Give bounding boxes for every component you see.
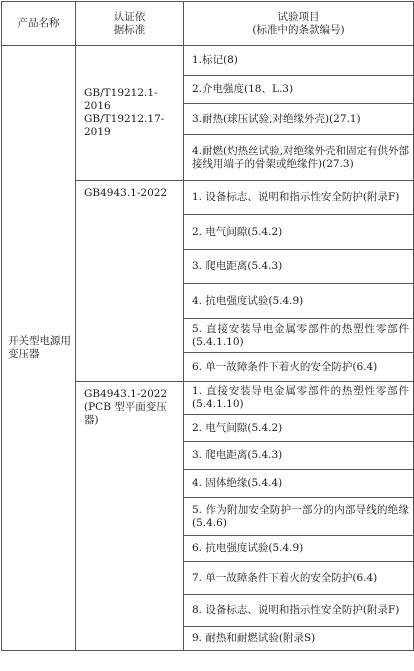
standard-line: GB/T19212.1-2016 xyxy=(84,87,158,112)
product-name-cell: 开关型电源用变压器 xyxy=(2,46,76,651)
header-standard-line2: 据标准 xyxy=(113,23,146,36)
test-item: 8. 设备标志、说明和指示性安全防护(附录F) xyxy=(184,595,414,627)
standard-line: GB4943.1-2022 xyxy=(84,187,168,199)
test-item: 1.标记(8) xyxy=(184,46,414,76)
test-item: 3. 爬电距离(5.4.3) xyxy=(184,250,414,284)
header-product-name: 产品名称 xyxy=(2,2,76,46)
table-header-row xyxy=(2,2,414,46)
test-item: 1. 直接安装导电金属零部件的热塑性零部件(5.4.1.10) xyxy=(184,382,414,415)
test-item: 1. 设备标志、说明和指示性安全防护(附录F) xyxy=(184,181,414,215)
test-item: 4. 固体绝缘(5.4.4) xyxy=(184,470,414,498)
test-item: 4.耐燃(灼热丝试验,对绝缘外壳和固定有供外部接线用端子的骨架或绝缘件)(27.3) xyxy=(184,135,414,181)
test-item: 2. 电气间隙(5.4.2) xyxy=(184,215,414,250)
standard-line: (PCB 型平面变压器) xyxy=(84,401,167,426)
standard-line: GB/T19212.17-2019 xyxy=(84,113,165,138)
standard-cell-group2 xyxy=(76,181,184,382)
test-item: 2. 电气间隙(5.4.2) xyxy=(184,415,414,442)
standard-line: GB4943.1-2022 xyxy=(84,388,168,400)
test-item: 6. 单一故障条件下着火的安全防护(6.4) xyxy=(184,353,414,382)
certification-table xyxy=(1,1,414,651)
test-item: 5. 作为附加安全防护一部分的内部导线的绝缘(5.4.6) xyxy=(184,498,414,536)
header-standard-line1: 认证依 xyxy=(113,10,146,23)
test-item: 4. 抗电强度试验(5.4.9) xyxy=(184,284,414,319)
header-items-line2: (标准中的条款编号) xyxy=(252,23,345,36)
table-row xyxy=(2,46,414,76)
test-item: 9. 耐热和耐燃试验(附录S) xyxy=(184,627,414,651)
test-item: 7. 单一故障条件下着火的安全防护(6.4) xyxy=(184,562,414,595)
header-items-line1: 试验项目 xyxy=(277,10,320,23)
test-item: 6. 抗电强度试验(5.4.9) xyxy=(184,536,414,562)
test-item: 2.介电强度(18、L.3) xyxy=(184,76,414,104)
standard-cell-group3 xyxy=(76,382,184,651)
standard-cell-group1 xyxy=(76,46,184,181)
header-standard xyxy=(76,2,184,46)
test-item: 3. 爬电距离(5.4.3) xyxy=(184,442,414,470)
test-item: 3.耐热(球压试验,对绝缘外壳)(27.1) xyxy=(184,104,414,135)
test-item: 5. 直接安装导电金属零部件的热塑性零部件(5.4.1.10) xyxy=(184,319,414,353)
header-test-items xyxy=(184,2,414,46)
